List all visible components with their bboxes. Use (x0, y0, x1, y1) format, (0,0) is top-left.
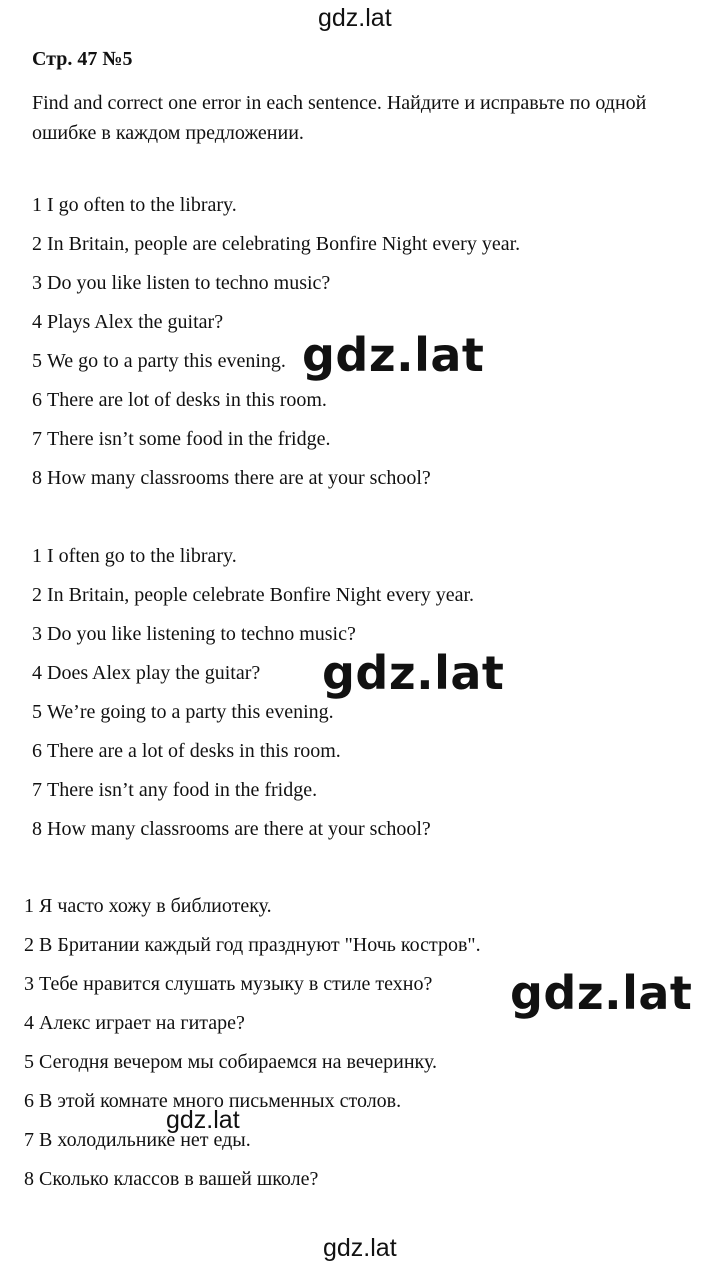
sentence-text: Сколько классов в вашей школе? (39, 1168, 319, 1190)
sentence-text: I often go to the library. (47, 545, 237, 567)
translation-sentence (24, 1012, 245, 1035)
corrected-sentence (32, 584, 474, 607)
corrected-sentence (32, 779, 317, 802)
watermark-bottom: gdz.lat (323, 1234, 397, 1262)
sentence-text: There are a lot of desks in this room. (47, 740, 341, 762)
corrected-sentence (32, 623, 356, 646)
sentence-text: How many classrooms there are at your school? (47, 467, 431, 489)
sentence-number: 1 (32, 194, 42, 216)
sentence-text: Do you like listen to techno music? (47, 272, 331, 294)
sentence-text: Тебе нравится слушать музыку в стиле техно? (39, 973, 433, 995)
sentence-text: Сегодня вечером мы собираемся на вечеринку. (39, 1051, 437, 1073)
watermark-middle-1: gdz.lat (302, 328, 485, 382)
sentence-number: 7 (32, 428, 42, 450)
sentence-number: 7 (32, 779, 42, 801)
sentence-text: В холодильнике нет еды. (39, 1129, 251, 1151)
sentence-number: 2 (24, 934, 34, 956)
sentence-number: 5 (24, 1051, 34, 1073)
sentence-text: In Britain, people celebrate Bonfire Night every year. (47, 584, 475, 606)
original-sentence (32, 272, 330, 295)
sentence-number: 7 (24, 1129, 34, 1151)
sentence-number: 6 (24, 1090, 34, 1112)
sentence-number: 4 (32, 311, 42, 333)
watermark-middle-2: gdz.lat (322, 646, 505, 700)
sentence-number: 1 (32, 545, 42, 567)
original-sentence (32, 389, 327, 412)
sentence-text: Plays Alex the guitar? (47, 311, 224, 333)
corrected-sentence (32, 818, 431, 841)
sentence-number: 5 (32, 350, 42, 372)
original-sentence (32, 467, 431, 490)
sentence-number: 6 (32, 740, 42, 762)
original-sentence (32, 194, 237, 217)
sentence-number: 8 (32, 467, 42, 489)
corrected-sentence (32, 701, 334, 724)
sentence-number: 3 (32, 272, 42, 294)
sentence-number: 5 (32, 701, 42, 723)
sentence-number: 6 (32, 389, 42, 411)
sentence-number: 4 (24, 1012, 34, 1034)
sentence-number: 4 (32, 662, 42, 684)
sentence-number: 3 (24, 973, 34, 995)
translation-sentence (24, 1168, 318, 1191)
original-sentence (32, 428, 330, 451)
watermark-lower: gdz.lat (166, 1106, 240, 1134)
sentence-number: 8 (24, 1168, 34, 1190)
sentence-text: В этой комнате много письменных столов. (39, 1090, 402, 1112)
task-instruction: Find and correct one error in each sentence. Найдите и исправьте по одной ошибке в каждом предложении. (32, 92, 647, 144)
sentence-number: 3 (32, 623, 42, 645)
corrected-sentence (32, 662, 260, 685)
sentence-text: Do you like listening to techno music? (47, 623, 356, 645)
sentence-text: We’re going to a party this evening. (47, 701, 334, 723)
translation-sentence (24, 973, 432, 996)
watermark-middle-3: gdz.lat (510, 966, 693, 1020)
sentence-text: There isn’t any food in the fridge. (47, 779, 318, 801)
watermark-top: gdz.lat (318, 4, 392, 32)
sentence-number: 2 (32, 584, 42, 606)
sentence-text: In Britain, people are celebrating Bonfire Night every year. (47, 233, 521, 255)
sentence-number: 2 (32, 233, 42, 255)
original-sentence (32, 311, 223, 334)
sentence-text: I go often to the library. (47, 194, 237, 216)
sentence-text: Does Alex play the guitar? (47, 662, 261, 684)
translation-sentence (24, 934, 481, 957)
translation-sentence (24, 1051, 437, 1074)
sentence-text: В Британии каждый год празднуют "Ночь костров". (39, 934, 481, 956)
sentence-number: 8 (32, 818, 42, 840)
sentence-text: We go to a party this evening. (47, 350, 286, 372)
sentence-text: Я часто хожу в библиотеку. (39, 895, 272, 917)
sentence-text: There are lot of desks in this room. (47, 389, 327, 411)
corrected-sentence (32, 545, 237, 568)
page-heading: Стр. 47 №5 (32, 48, 133, 70)
original-sentence (32, 350, 286, 373)
sentence-text: How many classrooms are there at your school? (47, 818, 431, 840)
sentence-text: There isn’t some food in the fridge. (47, 428, 331, 450)
original-sentence (32, 233, 520, 256)
corrected-sentence (32, 740, 341, 763)
sentence-number: 1 (24, 895, 34, 917)
sentence-text: Алекс играет на гитаре? (39, 1012, 245, 1034)
translation-sentence (24, 895, 272, 918)
